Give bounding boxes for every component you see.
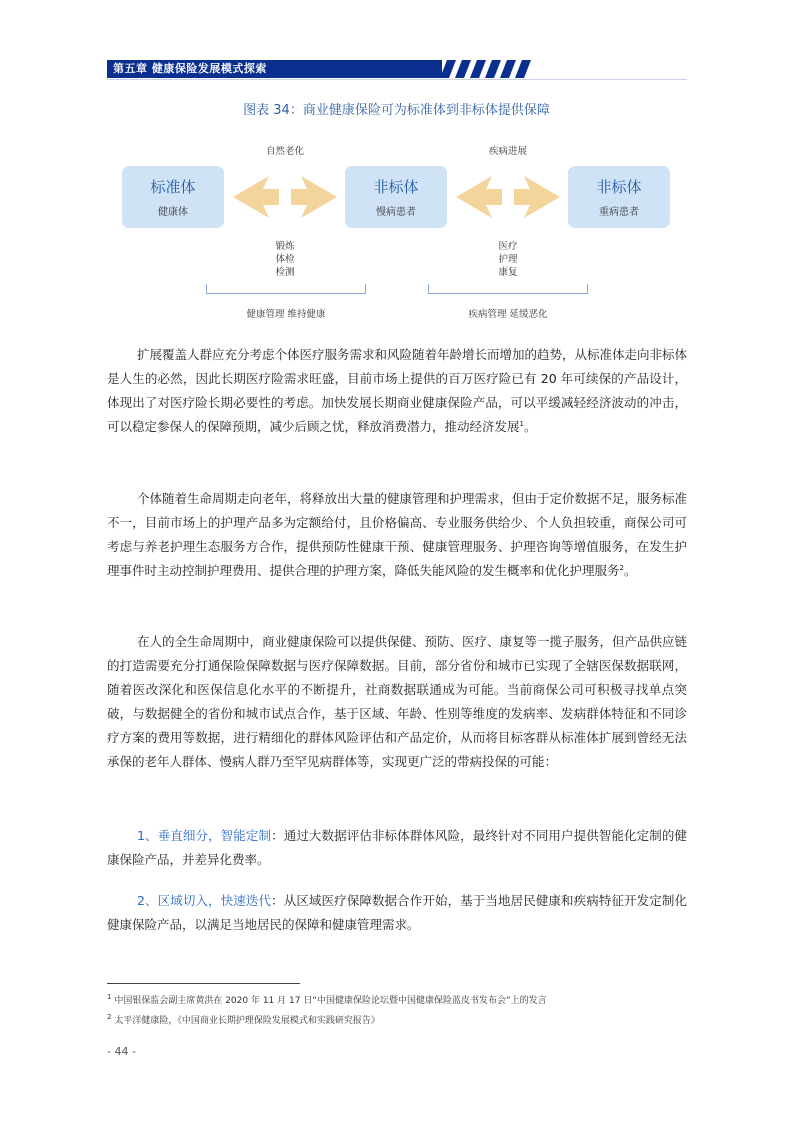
box-standard (122, 166, 224, 228)
header-rule (107, 79, 687, 80)
footnote-ref-2: 2 (619, 563, 624, 572)
paragraph-4 (107, 824, 687, 872)
footnote-rule (107, 983, 300, 984)
box-nonstandard-chronic (345, 166, 447, 228)
point-1-heading: 1、垂直细分，智能定制 (137, 828, 272, 843)
double-arrow-right (456, 172, 560, 222)
footnote-1-text: 中国银保监会副主席黄洪在 2020 年 11 月 17 日“中国健康保险论坛暨中国健康保险蓝皮书发布会”上的发言 (114, 996, 547, 1006)
header-stripes (429, 60, 539, 78)
double-arrow-left (233, 172, 337, 222)
chapter-header (107, 60, 537, 78)
activity-medical: 医疗 (498, 241, 518, 252)
paragraph-2-text: 个体随着生命周期走向老年，将释放出大量的健康管理和护理需求，但由于定价数据不足，服务标准不一，目前市场上的护理产品多为定额给付，且价格偏高、专业服务供给少、个人负担较重，商保公司可考虑与养老护理生态服务方合作，提供预防性健康干预、健康管理服务、护理咨询等增值服务，在发生护理事件时主动控制护理费用、提供合理的护理方案，降低失能风险的发生概率和优化护理服务 (107, 491, 688, 578)
footnote-ref-1: 1 (519, 419, 524, 428)
box-standard-subtitle: 健康体 (158, 207, 188, 218)
box-nonstandard-severe (568, 166, 670, 228)
activity-exercise: 锻炼 (275, 241, 295, 252)
footnote-2 (107, 1013, 687, 1026)
label-natural-aging: 自然老化 (265, 146, 304, 157)
point-2-text: ：从区域医疗保障数据合作开始，基于当地居民健康和疾病特征开发定制化健康保险产品，以满足当地居民的保障和健康管理需求。 (107, 893, 687, 932)
chapter-title: 第五章 健康保险发展模式探索 (113, 62, 267, 75)
paragraph-3-text: 在人的全生命周期中，商业健康保险可以提供保健、预防、医疗、康复等一揽子服务，但产品供应链的打造需要充分打通保险保障数据与医疗保障数据。目前，部分省份和城市已实现了全辖医保数据联网，随着医改深化和医保信息化水平的不断提升，社商数据联通成为可能。当前商保公司可积极寻找单点突破，与数据健全的省份和城市试点合作，基于区域、年龄、性别等维度的发病率、发病群体特征和不同诊疗方案的费用等数据，进行精细化的群体风险评估和产品定价，从而将目标客群从标准体扩展到曾经无法承保的老年人群体、慢病人群乃至罕见病群体等，实现更广泛的带病投保的可能： (107, 634, 688, 769)
point-2-heading: 2、区域切入，快速迭代 (137, 893, 272, 908)
label-disease-management: 疾病管理 延缓恶化 (468, 309, 548, 320)
footnote-2-text: 太平洋健康险，《中国商业长期护理保险发展模式和实践研究报告》 (114, 1016, 380, 1026)
paragraph-1-text: 扩展覆盖人群应充分考虑个体医疗服务需求和风险随着年龄增长而增加的趋势，从标准体走向非标体是人生的必然，因此长期医疗险需求旺盛，目前市场上提供的百万医疗险已有 20 年可续保的产品设计，体现出了对医疗险长期必要性的考虑。加快发展长期商业健康保险产品，可以平缓减轻经济波动的冲击，可以稳定参保人的保障预期，减少后顾之忧，释放消费潜力，推动经济发展 (107, 347, 688, 434)
bracket-disease-management (428, 284, 588, 294)
activity-checkup: 体检 (275, 254, 295, 265)
activity-rehab: 康复 (498, 267, 518, 278)
page-number: - 44 - (107, 1045, 136, 1058)
lower-left-activities (260, 240, 310, 279)
footnote-2-number: 2 (107, 1013, 112, 1021)
paragraph-3 (107, 630, 687, 773)
box-nonstandard-chronic-title: 非标体 (373, 178, 419, 196)
box-nonstandard-severe-title: 非标体 (596, 178, 642, 196)
point-1-text: ：通过大数据评估非标体群体风险，最终针对不同用户提供智能化定制的健康保险产品，并差异化费率。 (107, 828, 687, 867)
box-nonstandard-severe-subtitle: 重病患者 (599, 207, 639, 218)
figure-title: 图表 34：商业健康保险可为标准体到非标体提供保障 (243, 103, 550, 118)
paragraph-2: 个体随着生命周期走向老年，将释放出大量的健康管理和护理需求，但由于定价数据不足，服务标准不一，目前市场上的护理产品多为定额给付，且价格偏高、专业服务供给少、个人负担较重，商保公司可考虑与养老护理生态服务方合作，提供预防性健康干预、健康管理服务、护理咨询等增值服务，在发生护理事件时主动控制护理费用、提供合理的护理方案，降低失能风险的发生概率和优化护理服务$^2$。 (107, 491, 688, 578)
label-disease-progression: 疾病进展 (488, 146, 527, 157)
activity-nursing: 护理 (498, 254, 518, 265)
footnote-1 (107, 993, 687, 1006)
paragraph-1: 扩展覆盖人群应充分考虑个体医疗服务需求和风险随着年龄增长而增加的趋势，从标准体走向非标体是人生的必然，因此长期医疗险需求旺盛，目前市场上提供的百万医疗险已有 20 年可续保的产品设计，体现出了对医疗险长期必要性的考虑。加快发展长期商业健康保险产品，可以平缓减轻经济波动的冲击，可以稳定参保人的保障预期，减少后顾之忧，释放消费潜力，推动经济发展$^1$。 (107, 347, 688, 434)
lower-right-activities (483, 240, 533, 279)
paragraph-5 (107, 889, 687, 937)
activity-testing: 检测 (275, 267, 295, 278)
bracket-health-management (206, 284, 366, 294)
footnote-1-number: 1 (107, 993, 112, 1001)
label-health-management: 健康管理 维持健康 (246, 309, 326, 320)
box-standard-title: 标准体 (150, 178, 196, 196)
box-nonstandard-chronic-subtitle: 慢病患者 (376, 207, 416, 218)
